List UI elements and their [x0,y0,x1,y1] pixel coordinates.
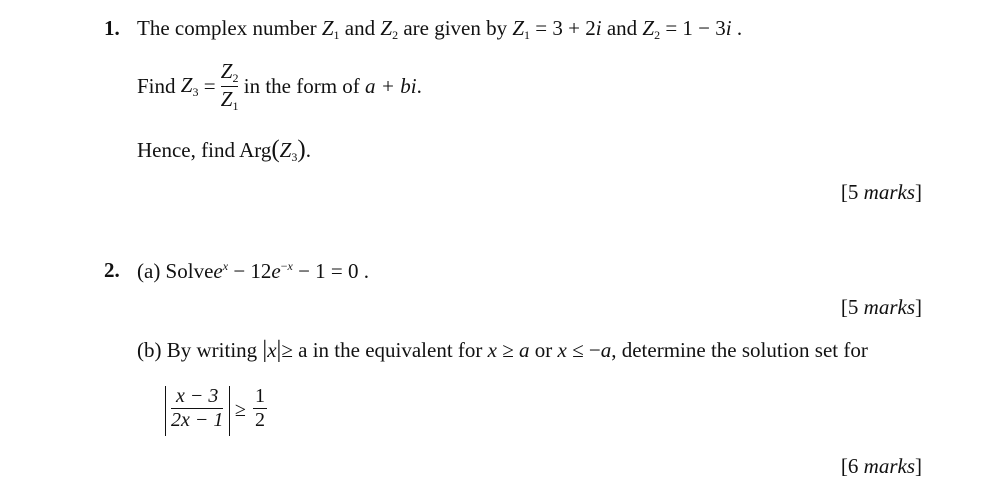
q1-intro: The complex number [137,16,317,40]
question-1-find-line: Find $Z_3$ = $\frac{Z_2}{Z_1}$ in the form of a + bi. [137,59,422,113]
q2b-fraction-numerator: x − 3 [176,385,219,407]
q2b-rhs-denominator: 2 [255,409,265,431]
z1-value: = 3 + 2 [535,16,596,40]
q2b-inequality: ≥ a [281,338,308,362]
q2a-marks-text: [5 marks] [840,295,922,319]
q2a-label: (a) Solve [137,259,214,283]
q1-given: are given by [403,16,508,40]
z3-symbol-2: $Z_3$ [279,138,298,164]
z2-symbol: $Z_2$ [380,16,399,42]
q2b-fraction-denominator: 2x − 1 [171,409,224,431]
question-2b-line: (b) By writing |x|≥ a in the equivalent for x ≥ a or x ≤ −a, determine the solution set for [137,337,868,363]
q1-form-text: in the form of [243,73,360,98]
q2b-rhs-fraction [253,386,267,431]
q1-and-1: and [344,16,376,40]
q1-hence-label: Hence, find [137,138,235,162]
q2b-middle: in the equivalent for [312,338,483,362]
q1-marks-text: [5 marks] [840,180,922,204]
arg-function: Arg [239,138,272,162]
q2a-end: − 1 = 0 . [298,259,370,283]
q1-and-2: and [606,16,638,40]
question-1-marks [841,182,922,203]
q1-find-label: Find [137,73,176,98]
q2b-or: or [534,338,553,362]
question-1-number: 1. [104,16,120,40]
z2-value: = 1 − 3 [665,16,726,40]
fraction-denominator: Z [220,86,233,111]
question-1-hence-line: Hence, find $Arg(Z_3)$. [137,136,311,164]
imag-i-2: i [725,16,732,40]
z2-symbol-2: $Z_2$ [642,16,661,42]
q1-form-expression: a + bi [365,73,417,98]
q2b-rhs-numerator: 1 [255,385,265,407]
z2-over-z1-fraction: $\frac{Z_2}{Z_1}$ [220,59,239,113]
question-2a-marks [841,297,922,318]
q2b-end: , determine the solution set for [611,338,868,362]
q2a-middle: − 12 [233,259,272,283]
fraction-numerator: Z [220,59,233,83]
question-2-number: 2. [104,258,120,282]
z3-symbol: $Z_3$ [180,72,199,99]
imag-i-1: i [595,16,602,40]
z1-symbol-2: $Z_1$ [512,16,531,42]
question-1-line-1: The complex number $Z_1$ and $Z_2$ are given by $Z_1 = 3 + 2i$ and $Z_2 = 1 - 3i$ . [137,16,743,42]
question-2b-marks [841,456,922,477]
q2b-abs-fraction [171,386,223,431]
question-2a-line: (a) Solvee$^x$ − $12e^{-x} - 1 = 0$ . [137,259,370,283]
z1-symbol: $Z_1$ [321,16,340,42]
q2b-label: (b) By writing [137,338,258,362]
q2b-marks-text: [6 marks] [840,454,922,478]
